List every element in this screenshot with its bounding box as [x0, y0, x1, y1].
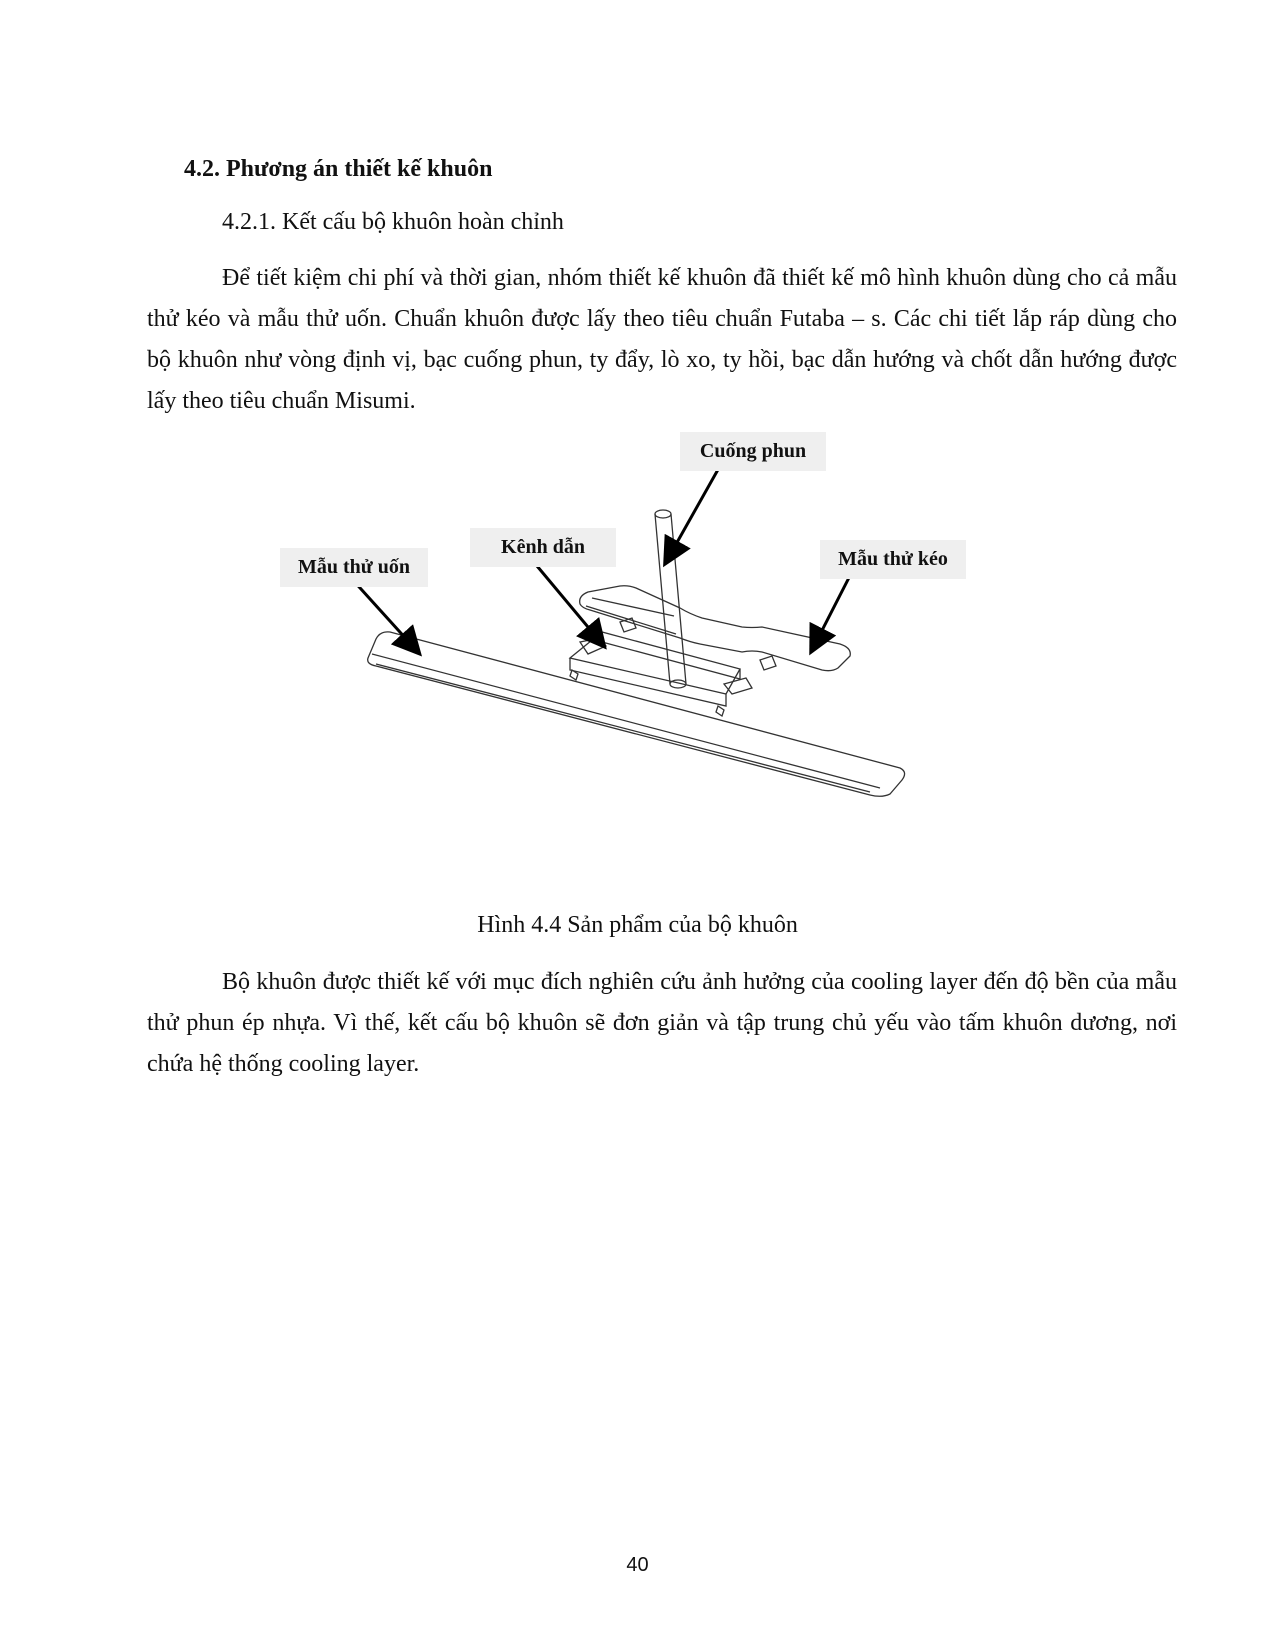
tensile-specimen-shape — [580, 586, 851, 671]
sprue-arrow — [666, 466, 720, 562]
flexural-specimen-shape — [368, 632, 905, 796]
label-flexural-specimen: Mẫu thử uốn — [280, 548, 428, 587]
section-heading: 4.2. Phương án thiết kế khuôn — [184, 156, 493, 182]
label-sprue: Cuống phun — [680, 432, 826, 471]
mold-product-figure — [270, 432, 990, 852]
paragraph-cooling-layer: Bộ khuôn được thiết kế với mục đích nghiên cứu ảnh hưởng của cooling layer đến độ bền của mẫu thử phun ép nhựa. Vì thế, kết cấu bộ khuôn sẽ đơn giản và tập trung chủ yếu vào tấm khuôn dương, nơi chứa hệ thống cooling layer. — [147, 969, 1177, 1077]
mold-product-drawing — [270, 432, 990, 852]
label-runner: Kênh dẫn — [470, 528, 616, 567]
figure-caption: Hình 4.4 Sản phẩm của bộ khuôn — [477, 912, 798, 938]
paragraph-intro: Để tiết kiệm chi phí và thời gian, nhóm thiết kế khuôn đã thiết kế mô hình khuôn dùng cho cả mẫu thử kéo và mẫu thử uốn. Chuẩn khuôn được lấy theo tiêu chuẩn Futaba – s. Các chi tiết lắp ráp dùng cho bộ khuôn như vòng định vị, bạc cuống phun, ty đẩy, lò xo, ty hồi, bạc dẫn hướng và chốt dẫn hướng được lấy theo tiêu chuẩn Misumi. — [147, 265, 1177, 414]
runner-shape — [570, 632, 740, 694]
subsection-heading: 4.2.1. Kết cấu bộ khuôn hoàn chỉnh — [222, 209, 564, 235]
page-number: 40 — [626, 1554, 649, 1576]
label-tensile-specimen: Mẫu thử kéo — [820, 540, 966, 579]
